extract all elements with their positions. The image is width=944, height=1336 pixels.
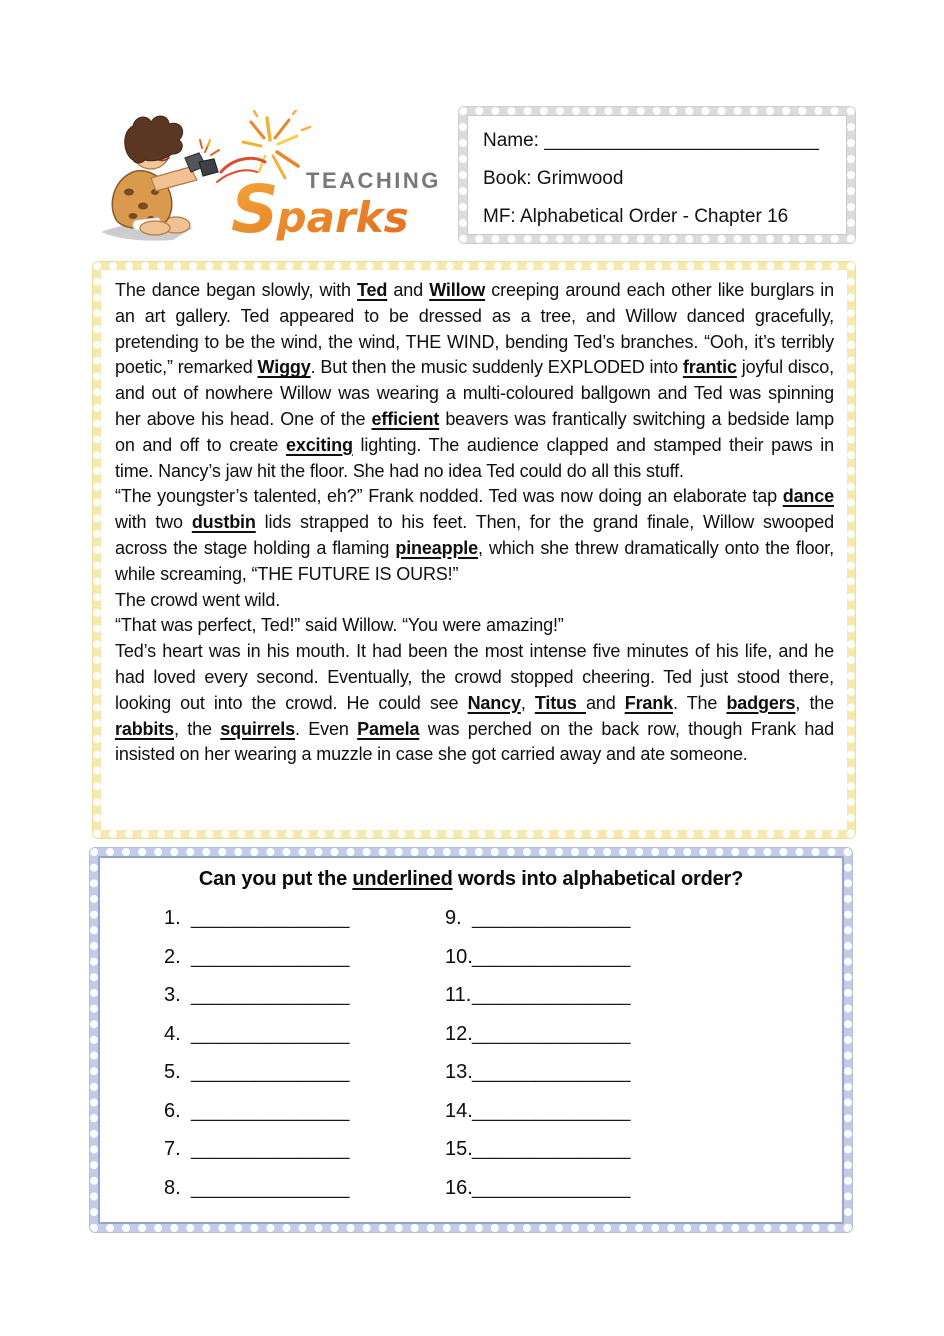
text-run: , which she threw dramatically onto the floor, while screaming, “THE FUTURE IS OURS!” [115, 537, 834, 584]
teaching-sparks-logo-graphic [93, 110, 441, 248]
answer-column-left [164, 907, 445, 1215]
passage-paragraph [115, 278, 834, 484]
underlined-word: frantic [682, 357, 737, 378]
caveman-icon [112, 116, 219, 235]
name-line [483, 122, 831, 160]
underlined-word: Titus [534, 692, 586, 713]
answer-number: 13. [445, 1061, 473, 1083]
answer-row [445, 1100, 842, 1139]
passage-paragraph [115, 588, 834, 614]
answer-number: 4. [164, 1022, 181, 1045]
answer-row [445, 1023, 842, 1062]
answer-number: 12. [445, 1022, 473, 1045]
answer-number: 8. [164, 1176, 181, 1199]
question-box [90, 848, 852, 1232]
text-run: . Even [294, 718, 358, 739]
name-blank[interactable]: __________________________ [544, 130, 819, 151]
answer-number: 3. [164, 984, 181, 1006]
answer-blank[interactable]: _______________ [472, 946, 631, 968]
answer-blank[interactable]: _______________ [191, 908, 350, 929]
answer-row [164, 1138, 445, 1177]
answer-row [445, 946, 842, 985]
passage-paragraph [115, 484, 834, 587]
text-run: joyful disco, and out of nowhere Willow was wearing a multi-coloured ballgown and Ted was spinning her above his head. One of the [115, 357, 834, 429]
text-run: beavers was frantically switching a bedside lamp on and off to create [115, 408, 835, 455]
answer-row [164, 1177, 445, 1216]
reading-passage [101, 270, 847, 830]
text-run: with two [115, 512, 192, 533]
answer-blank[interactable]: _______________ [472, 1023, 631, 1045]
answer-number: 6. [164, 1099, 181, 1122]
answer-blank[interactable]: _______________ [191, 1023, 350, 1045]
text-run: and [585, 692, 625, 713]
answer-number: 10. [445, 945, 473, 968]
answer-number: 9. [445, 907, 462, 929]
answer-blank[interactable]: _______________ [191, 1062, 350, 1083]
underlined-word: Pamela [357, 718, 420, 739]
text-run: creeping around each other like burglars in an art gallery. Ted appeared to be dressed as a tree, and Willow danced gracefully, pretending to be the wind, the wind, THE WIND, bending Ted’s branches. “Ooh, it’s terribly poetic,” remarked [115, 280, 834, 378]
answer-row [164, 984, 445, 1023]
answer-row [164, 1100, 445, 1139]
answer-blank[interactable]: _______________ [191, 1139, 350, 1160]
teaching-sparks-logo [93, 110, 441, 248]
answer-row [445, 907, 842, 946]
answer-number: 15. [445, 1138, 473, 1160]
underlined-word: pineapple [395, 537, 479, 558]
answer-blank[interactable]: _______________ [191, 1177, 350, 1199]
text-run: “The youngster’s talented, eh?” Frank nodded. Ted was now doing an elaborate tap [115, 486, 783, 507]
underlined-word: badgers [726, 692, 796, 713]
underlined-word: dance [782, 486, 834, 507]
answer-blank[interactable]: _______________ [472, 1139, 631, 1160]
answer-blank[interactable]: _______________ [472, 1062, 631, 1083]
answer-blank[interactable]: _______________ [191, 1100, 350, 1122]
underlined-word: rabbits [115, 718, 174, 739]
answer-number: 16. [445, 1176, 473, 1199]
name-label: Name: [483, 130, 539, 151]
underlined-word: dustbin [191, 512, 256, 533]
underlined-word: Ted [357, 280, 388, 300]
underlined-word: Willow [429, 280, 486, 300]
text-run: The dance began slowly, with [115, 280, 358, 300]
answer-row [445, 1177, 842, 1216]
text-run: The crowd went wild. [115, 589, 281, 610]
text-run: words into alphabetical order? [452, 868, 744, 890]
answer-blank[interactable]: _______________ [472, 1177, 631, 1199]
passage-paragraph [115, 639, 834, 768]
answer-row [164, 1061, 445, 1100]
passage-paragraph [115, 613, 834, 639]
text-run: , the [173, 718, 221, 739]
text-run: . But then the music suddenly EXPLODED into [310, 357, 683, 378]
underlined-word: exciting [285, 434, 353, 455]
answer-blank[interactable]: _______________ [472, 908, 631, 929]
answer-number: 11. [445, 984, 472, 1006]
book-line: Book: Grimwood [483, 168, 624, 189]
text-run: . The [673, 692, 727, 713]
underlined-word: squirrels [220, 718, 295, 739]
answer-row [445, 1061, 842, 1100]
answer-row [164, 1023, 445, 1062]
answer-blank[interactable]: _______________ [472, 985, 631, 1006]
logo-wordmark-sparks: Sparks [231, 171, 409, 248]
logo-wordmark-teaching: TEACHING [306, 168, 441, 193]
text-run: , the [795, 692, 835, 713]
answer-number: 7. [164, 1138, 181, 1160]
answer-number: 1. [164, 907, 181, 929]
underlined-word: underlined [352, 868, 453, 890]
reading-passage-box [93, 262, 855, 838]
answer-blank[interactable]: _______________ [472, 1100, 631, 1122]
answer-row [445, 1138, 842, 1177]
answer-number: 14. [445, 1099, 473, 1122]
answer-number: 2. [164, 945, 181, 968]
text-run: lids strapped to his feet. Then, for the grand finale, Willow swooped across the stage holding a flaming [115, 512, 834, 558]
answer-blank[interactable]: _______________ [191, 946, 350, 968]
student-info-box [459, 107, 855, 243]
text-run: Ted’s heart was in his mouth. It had been the most intense five minutes of his life, and he had loved every second. Eventually, the crowd stopped cheering. Ted just stood there, looking out into the crowd. He could see [115, 641, 834, 713]
answer-row [445, 984, 842, 1023]
text-run: “That was perfect, Ted!” said Willow. “You were amazing!” [115, 615, 564, 636]
text-run: lighting. The audience clapped and stamped their paws in time. Nancy’s jaw hit the floor. She had no idea Ted could do all this stuff. [115, 434, 834, 481]
question-title [100, 868, 842, 891]
text-run: was perched on the back row, though Frank had insisted on her wearing a muzzle in case she got carried away and ate someone. [115, 718, 834, 765]
answer-row [164, 946, 445, 985]
spark-burst-icon [243, 110, 310, 178]
answer-row [164, 907, 445, 946]
text-run: Can you put the [198, 868, 353, 890]
mf-line: MF: Alphabetical Order - Chapter 16 [483, 206, 789, 227]
answer-number: 5. [164, 1061, 181, 1083]
answer-columns [100, 907, 842, 1215]
text-run: , [520, 692, 535, 713]
answer-blank[interactable]: _______________ [191, 985, 350, 1006]
underlined-word: Wiggy [257, 357, 311, 378]
underlined-word: Frank [624, 692, 673, 713]
text-run: and [387, 280, 430, 300]
underlined-word: efficient [371, 408, 440, 429]
underlined-word: Nancy [467, 692, 521, 713]
answer-column-right [445, 907, 842, 1215]
